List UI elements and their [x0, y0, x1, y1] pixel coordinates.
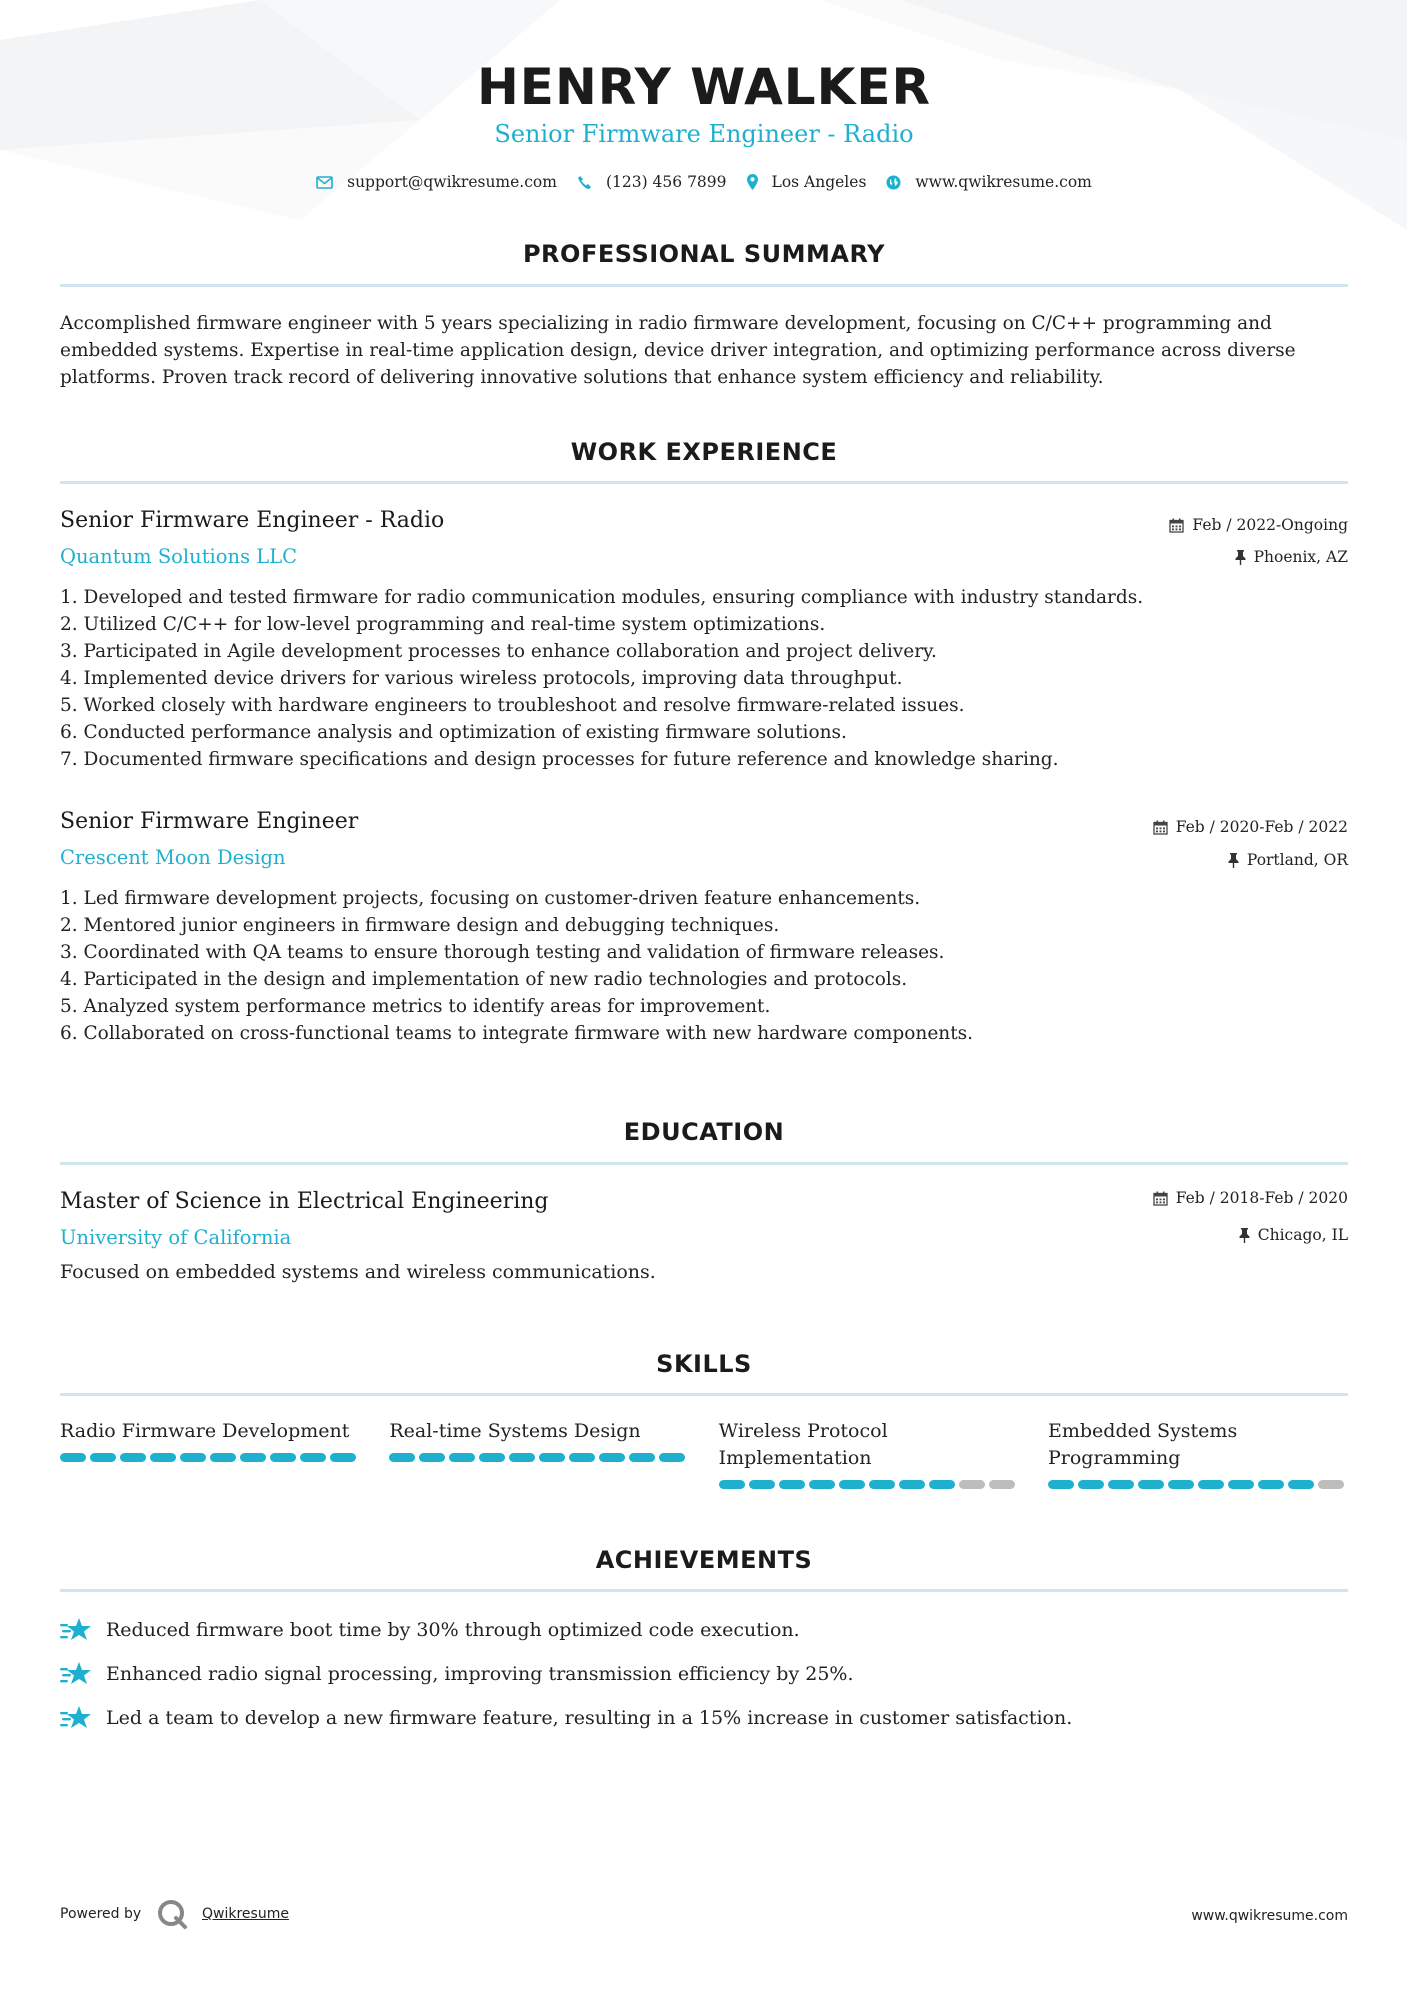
skill-dot-empty	[989, 1480, 1015, 1489]
skill-dot-empty	[1318, 1480, 1344, 1489]
skill-rating	[60, 1453, 360, 1462]
skill-dot-filled	[419, 1453, 445, 1462]
degree-title: Master of Science in Electrical Engineering	[60, 1189, 549, 1214]
pushpin-icon	[1235, 550, 1246, 565]
skill-rating	[1048, 1480, 1348, 1489]
list-item: 4. Implemented device drivers for various wireless protocols, improving data throughput.	[60, 668, 903, 689]
section-divider	[60, 1589, 1348, 1592]
skill-dot-empty	[959, 1480, 985, 1489]
list-item: 3. Participated in Agile development processes to enhance collaboration and project delivery.	[60, 641, 937, 662]
list-item: 7. Documented firmware specifications and design processes for future reference and knowledge sharing.	[60, 749, 1059, 770]
achievement-text: Led a team to develop a new firmware feature, resulting in a 15% increase in customer satisfaction.	[106, 1707, 1073, 1729]
achievement-item	[60, 1616, 1348, 1644]
skill-dot-filled	[779, 1480, 805, 1489]
skill-dot-filled	[659, 1453, 685, 1462]
contact-location-text: Los Angeles	[771, 173, 867, 191]
job-date	[1169, 516, 1348, 534]
skill-dot-filled	[539, 1453, 565, 1462]
contact-phone[interactable]	[577, 173, 727, 191]
job-title: Senior Firmware Engineer - Radio	[60, 508, 445, 533]
skill-dot-filled	[599, 1453, 625, 1462]
skill-dot-filled	[90, 1453, 116, 1462]
skill-dot-filled	[120, 1453, 146, 1462]
envelope-icon	[316, 176, 333, 189]
shooting-star-icon	[60, 1660, 92, 1688]
section-divider	[60, 481, 1348, 484]
list-item: 3. Coordinated with QA teams to ensure thorough testing and validation of firmware releases.	[60, 942, 945, 963]
skill-dot-filled	[180, 1453, 206, 1462]
qwikresume-link[interactable]: Qwikresume	[202, 1906, 289, 1922]
contact-bar	[60, 173, 1348, 191]
job-location-text: Phoenix, AZ	[1253, 548, 1348, 566]
skill-item	[719, 1418, 1019, 1489]
list-item: 1. Led firmware development projects, focusing on customer-driven feature enhancements.	[60, 888, 921, 909]
contact-phone-text: (123) 456 7899	[605, 173, 727, 191]
skill-rating	[389, 1453, 689, 1462]
list-item: 5. Worked closely with hardware engineers to troubleshoot and resolve firmware-related issues.	[60, 695, 965, 716]
skill-name: Embedded Systems Programming	[1047, 1420, 1238, 1469]
section-title-skills: SKILLS	[656, 1350, 752, 1378]
skill-dot-filled	[1138, 1480, 1164, 1489]
globe-icon	[886, 175, 901, 190]
skills-grid	[60, 1418, 1348, 1489]
skill-dot-filled	[1258, 1480, 1284, 1489]
education-date	[1153, 1189, 1348, 1207]
skill-name: Real-time Systems Design	[389, 1420, 641, 1442]
skill-dot-filled	[1078, 1480, 1104, 1489]
achievement-text: Reduced firmware boot time by 30% through optimized code execution.	[106, 1619, 800, 1641]
section-title-summary: PROFESSIONAL SUMMARY	[522, 240, 886, 268]
skill-dot-filled	[749, 1480, 775, 1489]
skill-rating	[719, 1480, 1019, 1489]
skill-dot-filled	[929, 1480, 955, 1489]
list-item: 6. Conducted performance analysis and optimization of existing firmware solutions.	[60, 722, 847, 743]
phone-icon	[577, 175, 592, 190]
skill-dot-filled	[1108, 1480, 1134, 1489]
calendar-icon	[1153, 1191, 1168, 1206]
skill-dot-filled	[1288, 1480, 1314, 1489]
skill-dot-filled	[569, 1453, 595, 1462]
summary-line: embedded systems. Expertise in real-time application design, device driver integration, and optimizing performance across diverse	[60, 340, 1296, 361]
contact-website[interactable]	[886, 173, 1091, 191]
footer-url[interactable]: www.qwikresume.com	[1191, 1908, 1348, 1924]
summary-text	[60, 310, 1348, 391]
skill-name: Wireless Protocol Implementation	[718, 1420, 888, 1469]
education-description: Focused on embedded systems and wireless communications.	[60, 1261, 656, 1283]
education-location-text: Chicago, IL	[1257, 1226, 1348, 1244]
contact-location	[747, 173, 867, 191]
skill-dot-filled	[839, 1480, 865, 1489]
candidate-title: Senior Firmware Engineer - Radio	[494, 120, 914, 148]
skill-item	[1048, 1418, 1348, 1489]
skill-dot-filled	[210, 1453, 236, 1462]
skill-dot-filled	[270, 1453, 296, 1462]
job-location	[1235, 548, 1348, 566]
skill-dot-filled	[330, 1453, 356, 1462]
list-item: 6. Collaborated on cross-functional teams to integrate firmware with new hardware components.	[60, 1023, 974, 1044]
map-pin-icon	[747, 174, 758, 190]
section-title-experience: WORK EXPERIENCE	[570, 438, 838, 466]
skill-dot-filled	[719, 1480, 745, 1489]
summary-line: platforms. Proven track record of delivering innovative solutions that enhance system efficiency and reliability.	[60, 367, 1104, 388]
education-location	[1239, 1226, 1348, 1244]
skill-dot-filled	[479, 1453, 505, 1462]
skill-dot-filled	[1168, 1480, 1194, 1489]
job-bullets	[60, 584, 1348, 773]
powered-by-label: Powered by	[60, 1906, 142, 1922]
job-date	[1153, 818, 1348, 836]
summary-line: Accomplished firmware engineer with 5 years specializing in radio firmware development, focusing on C/C++ programming and	[60, 313, 1272, 334]
contact-email[interactable]	[316, 173, 557, 191]
section-divider	[60, 1393, 1348, 1396]
company-name[interactable]: Crescent Moon Design	[60, 846, 286, 869]
skill-dot-filled	[1198, 1480, 1224, 1489]
skill-dot-filled	[1228, 1480, 1254, 1489]
list-item: 2. Mentored junior engineers in firmware design and debugging techniques.	[60, 915, 780, 936]
school-name[interactable]: University of California	[60, 1226, 292, 1249]
achievement-text: Enhanced radio signal processing, improving transmission efficiency by 25%.	[106, 1663, 854, 1685]
calendar-icon	[1153, 820, 1168, 835]
skill-dot-filled	[869, 1480, 895, 1489]
candidate-name: HENRY WALKER	[476, 58, 932, 116]
job-title: Senior Firmware Engineer	[60, 809, 359, 834]
section-title-education: EDUCATION	[623, 1118, 785, 1146]
skill-dot-filled	[509, 1453, 535, 1462]
skill-dot-filled	[240, 1453, 266, 1462]
skill-item	[60, 1418, 360, 1489]
skill-dot-filled	[1048, 1480, 1074, 1489]
calendar-icon	[1169, 518, 1184, 533]
section-divider	[60, 284, 1348, 287]
job-location-text: Portland, OR	[1246, 851, 1348, 869]
skill-dot-filled	[899, 1480, 925, 1489]
achievement-item	[60, 1660, 1348, 1688]
section-title-achievements: ACHIEVEMENTS	[595, 1546, 813, 1574]
list-item: 4. Participated in the design and implementation of new radio technologies and protocols.	[60, 969, 908, 990]
list-item: 2. Utilized C/C++ for low-level programming and real-time system optimizations.	[60, 614, 826, 635]
skill-dot-filled	[809, 1480, 835, 1489]
skill-item	[389, 1418, 689, 1489]
education-date-text: Feb / 2018-Feb / 2020	[1175, 1189, 1348, 1207]
skill-dot-filled	[60, 1453, 86, 1462]
skill-name: Radio Firmware Development	[60, 1420, 350, 1442]
skill-dot-filled	[389, 1453, 415, 1462]
skill-dot-filled	[449, 1453, 475, 1462]
contact-email-text: support@qwikresume.com	[347, 173, 557, 191]
shooting-star-icon	[60, 1616, 92, 1644]
job-location	[1228, 851, 1348, 869]
list-item: 1. Developed and tested firmware for radio communication modules, ensuring compliance with industry standards.	[60, 587, 1144, 608]
company-name[interactable]: Quantum Solutions LLC	[60, 545, 298, 568]
contact-website-text: www.qwikresume.com	[915, 173, 1092, 191]
job-bullets	[60, 885, 1348, 1047]
pushpin-icon	[1239, 1228, 1250, 1243]
qwikresume-logo-icon	[156, 1898, 188, 1930]
job-date-text: Feb / 2022-Ongoing	[1192, 516, 1348, 534]
section-divider	[60, 1162, 1348, 1165]
skill-dot-filled	[629, 1453, 655, 1462]
shooting-star-icon	[60, 1704, 92, 1732]
skill-dot-filled	[150, 1453, 176, 1462]
achievement-item	[60, 1704, 1348, 1732]
job-date-text: Feb / 2020-Feb / 2022	[1175, 818, 1348, 836]
list-item: 5. Analyzed system performance metrics to identify areas for improvement.	[60, 996, 771, 1017]
pushpin-icon	[1228, 853, 1239, 868]
skill-dot-filled	[300, 1453, 326, 1462]
footer	[60, 1898, 1348, 1932]
